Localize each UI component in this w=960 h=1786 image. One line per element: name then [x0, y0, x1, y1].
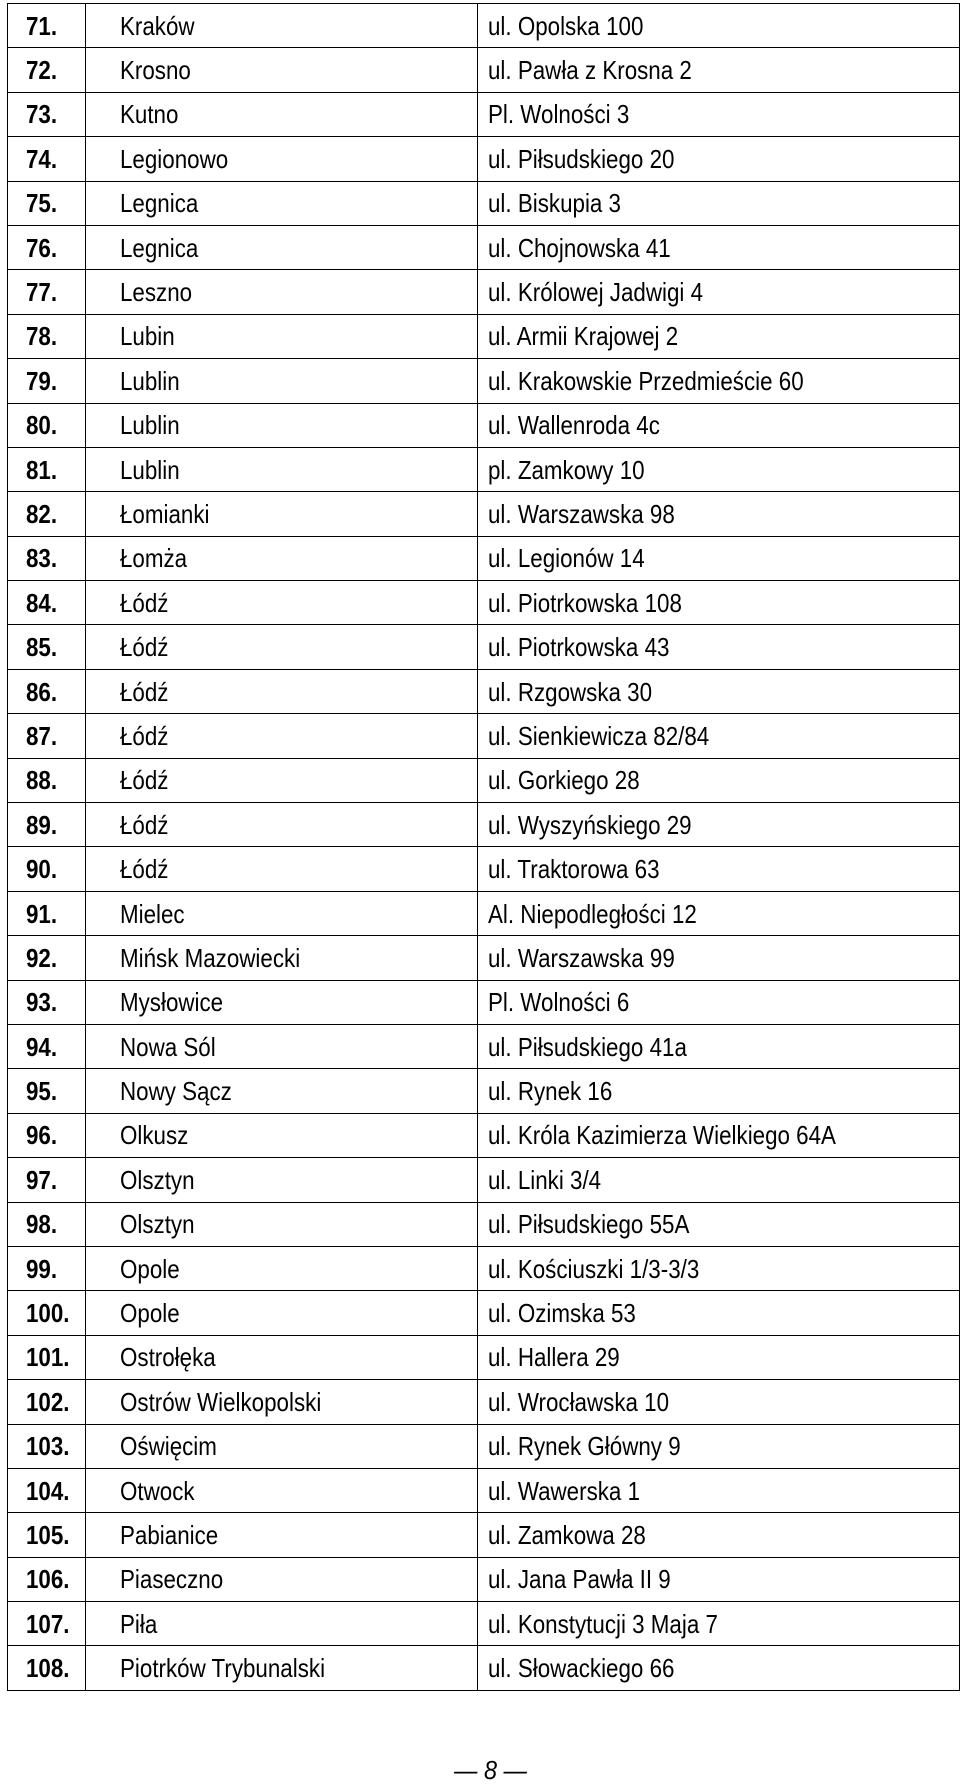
city-name: Opole	[120, 1298, 180, 1329]
city-name: Olsztyn	[120, 1164, 195, 1195]
street-address-cell	[478, 48, 960, 92]
table-row	[8, 758, 960, 802]
city-name-cell	[86, 758, 478, 802]
street-address: pl. Zamkowy 10	[488, 454, 645, 485]
row-number-cell	[8, 1246, 86, 1290]
row-number: 78.	[26, 321, 58, 352]
row-number-cell	[8, 270, 86, 314]
city-name-cell	[86, 1468, 478, 1512]
locations-table-container	[7, 3, 960, 1691]
city-name: Legnica	[120, 188, 199, 219]
row-number-cell	[8, 1335, 86, 1379]
city-name-cell	[86, 447, 478, 491]
city-name: Oświęcim	[120, 1431, 217, 1462]
table-row	[8, 1069, 960, 1113]
street-address-cell	[478, 847, 960, 891]
city-name: Mińsk Mazowiecki	[120, 942, 301, 973]
row-number: 79.	[26, 365, 58, 396]
row-number-cell	[8, 403, 86, 447]
city-name: Lubin	[120, 321, 175, 352]
table-row	[8, 359, 960, 403]
table-row	[8, 980, 960, 1024]
street-address: ul. Piłsudskiego 20	[488, 143, 675, 174]
row-number-cell	[8, 181, 86, 225]
street-address-cell	[478, 803, 960, 847]
street-address: ul. Słowackiego 66	[488, 1653, 675, 1684]
street-address-cell	[478, 4, 960, 48]
row-number: 73.	[26, 99, 58, 130]
street-address: ul. Traktorowa 63	[488, 854, 660, 885]
street-address-cell	[478, 1646, 960, 1690]
row-number: 102.	[26, 1386, 70, 1417]
table-row	[8, 1513, 960, 1557]
city-name-cell	[86, 1202, 478, 1246]
row-number-cell	[8, 1646, 86, 1690]
street-address: ul. Piłsudskiego 41a	[488, 1031, 687, 1062]
city-name-cell	[86, 1646, 478, 1690]
street-address-cell	[478, 270, 960, 314]
row-number: 75.	[26, 188, 58, 219]
street-address: ul. Króla Kazimierza Wielkiego 64A	[488, 1120, 836, 1151]
row-number-cell	[8, 1468, 86, 1512]
city-name-cell	[86, 92, 478, 136]
row-number: 71.	[26, 10, 58, 41]
row-number-cell	[8, 1602, 86, 1646]
table-row	[8, 1246, 960, 1290]
row-number: 98.	[26, 1209, 58, 1240]
row-number-cell	[8, 980, 86, 1024]
city-name-cell	[86, 1113, 478, 1157]
table-row	[8, 1380, 960, 1424]
city-name: Legionowo	[120, 143, 229, 174]
row-number: 90.	[26, 854, 58, 885]
city-name: Olkusz	[120, 1120, 189, 1151]
table-row	[8, 1646, 960, 1690]
street-address: ul. Piotrkowska 43	[488, 632, 670, 663]
row-number-cell	[8, 359, 86, 403]
row-number-cell	[8, 758, 86, 802]
table-row	[8, 492, 960, 536]
row-number-cell	[8, 803, 86, 847]
city-name: Kraków	[120, 10, 195, 41]
street-address-cell	[478, 891, 960, 935]
city-name: Mysłowice	[120, 987, 224, 1018]
street-address: ul. Pawła z Krosna 2	[488, 55, 692, 86]
street-address-cell	[478, 1024, 960, 1068]
table-row	[8, 48, 960, 92]
city-name-cell	[86, 1335, 478, 1379]
street-address-cell	[478, 1335, 960, 1379]
street-address-cell	[478, 492, 960, 536]
street-address-cell	[478, 936, 960, 980]
city-name: Ostrołęka	[120, 1342, 216, 1373]
row-number: 94.	[26, 1031, 58, 1062]
city-name-cell	[86, 359, 478, 403]
table-row	[8, 1335, 960, 1379]
table-row	[8, 581, 960, 625]
city-name-cell	[86, 1513, 478, 1557]
row-number-cell	[8, 1513, 86, 1557]
street-address: ul. Piłsudskiego 55A	[488, 1209, 690, 1240]
city-name-cell	[86, 48, 478, 92]
row-number: 89.	[26, 809, 58, 840]
table-row	[8, 403, 960, 447]
city-name-cell	[86, 625, 478, 669]
street-address: ul. Legionów 14	[488, 543, 645, 574]
city-name-cell	[86, 1380, 478, 1424]
street-address: ul. Warszawska 99	[488, 942, 675, 973]
city-name: Łódź	[120, 587, 169, 618]
street-address-cell	[478, 536, 960, 580]
row-number: 86.	[26, 676, 58, 707]
city-name: Ostrów Wielkopolski	[120, 1386, 322, 1417]
row-number-cell	[8, 137, 86, 181]
table-row	[8, 1602, 960, 1646]
city-name: Łódź	[120, 854, 169, 885]
city-name: Lublin	[120, 410, 180, 441]
street-address-cell	[478, 403, 960, 447]
table-row	[8, 137, 960, 181]
row-number: 76.	[26, 232, 58, 263]
city-name-cell	[86, 669, 478, 713]
row-number: 72.	[26, 55, 58, 86]
street-address: ul. Krakowskie Przedmieście 60	[488, 365, 804, 396]
table-row	[8, 847, 960, 891]
table-row	[8, 1424, 960, 1468]
table-row	[8, 936, 960, 980]
street-address: ul. Ozimska 53	[488, 1298, 636, 1329]
street-address: ul. Wawerska 1	[488, 1475, 641, 1506]
street-address-cell	[478, 1291, 960, 1335]
city-name: Łódź	[120, 720, 169, 751]
street-address-cell	[478, 980, 960, 1024]
row-number: 95.	[26, 1076, 58, 1107]
table-row	[8, 891, 960, 935]
city-name-cell	[86, 1024, 478, 1068]
street-address-cell	[478, 92, 960, 136]
table-row	[8, 270, 960, 314]
row-number-cell	[8, 92, 86, 136]
table-row	[8, 714, 960, 758]
table-row	[8, 1202, 960, 1246]
table-row	[8, 92, 960, 136]
row-number-cell	[8, 714, 86, 758]
street-address-cell	[478, 1557, 960, 1601]
row-number-cell	[8, 669, 86, 713]
page-number-text: — 8 —	[453, 1755, 527, 1785]
street-address: ul. Biskupia 3	[488, 188, 622, 219]
row-number: 84.	[26, 587, 58, 618]
street-address-cell	[478, 314, 960, 358]
row-number: 99.	[26, 1253, 58, 1284]
street-address: Al. Niepodległości 12	[488, 898, 697, 929]
city-name: Pabianice	[120, 1519, 219, 1550]
street-address: ul. Linki 3/4	[488, 1164, 602, 1195]
row-number: 87.	[26, 720, 58, 751]
city-name: Łódź	[120, 632, 169, 663]
row-number-cell	[8, 1424, 86, 1468]
row-number-cell	[8, 1557, 86, 1601]
city-name-cell	[86, 714, 478, 758]
city-name-cell	[86, 980, 478, 1024]
row-number-cell	[8, 48, 86, 92]
street-address: ul. Hallera 29	[488, 1342, 620, 1373]
locations-table	[7, 3, 960, 1691]
street-address: ul. Wyszyńskiego 29	[488, 809, 692, 840]
row-number-cell	[8, 1380, 86, 1424]
row-number-cell	[8, 891, 86, 935]
row-number: 108.	[26, 1653, 70, 1684]
row-number-cell	[8, 1291, 86, 1335]
table-row	[8, 536, 960, 580]
row-number: 77.	[26, 277, 58, 308]
street-address-cell	[478, 1246, 960, 1290]
city-name: Opole	[120, 1253, 180, 1284]
city-name-cell	[86, 847, 478, 891]
street-address-cell	[478, 625, 960, 669]
city-name-cell	[86, 581, 478, 625]
city-name-cell	[86, 314, 478, 358]
street-address-cell	[478, 758, 960, 802]
table-row	[8, 447, 960, 491]
street-address: ul. Warszawska 98	[488, 498, 675, 529]
street-address: ul. Armii Krajowej 2	[488, 321, 679, 352]
city-name: Piotrków Trybunalski	[120, 1653, 326, 1684]
table-row	[8, 1158, 960, 1202]
row-number: 107.	[26, 1608, 70, 1639]
row-number-cell	[8, 1202, 86, 1246]
street-address-cell	[478, 1468, 960, 1512]
table-row	[8, 1291, 960, 1335]
row-number-cell	[8, 225, 86, 269]
row-number-cell	[8, 847, 86, 891]
table-row	[8, 669, 960, 713]
street-address-cell	[478, 714, 960, 758]
row-number: 80.	[26, 410, 58, 441]
table-row	[8, 314, 960, 358]
row-number-cell	[8, 1024, 86, 1068]
city-name-cell	[86, 1158, 478, 1202]
table-row	[8, 1557, 960, 1601]
city-name: Nowy Sącz	[120, 1076, 232, 1107]
row-number: 103.	[26, 1431, 70, 1462]
row-number: 105.	[26, 1519, 70, 1550]
street-address: ul. Rzgowska 30	[488, 676, 653, 707]
city-name-cell	[86, 1069, 478, 1113]
row-number-cell	[8, 1069, 86, 1113]
row-number: 97.	[26, 1164, 58, 1195]
city-name: Otwock	[120, 1475, 195, 1506]
city-name-cell	[86, 1291, 478, 1335]
city-name: Krosno	[120, 55, 191, 86]
row-number-cell	[8, 1158, 86, 1202]
city-name: Kutno	[120, 99, 179, 130]
street-address: ul. Rynek 16	[488, 1076, 613, 1107]
city-name-cell	[86, 270, 478, 314]
city-name: Mielec	[120, 898, 185, 929]
city-name-cell	[86, 403, 478, 447]
street-address: ul. Kościuszki 1/3-3/3	[488, 1253, 700, 1284]
street-address: Pl. Wolności 6	[488, 987, 630, 1018]
street-address-cell	[478, 1380, 960, 1424]
city-name-cell	[86, 181, 478, 225]
street-address-cell	[478, 447, 960, 491]
street-address: ul. Gorkiego 28	[488, 765, 640, 796]
street-address: ul. Chojnowska 41	[488, 232, 671, 263]
row-number-cell	[8, 1113, 86, 1157]
city-name-cell	[86, 536, 478, 580]
street-address: ul. Sienkiewicza 82/84	[488, 720, 710, 751]
street-address-cell	[478, 359, 960, 403]
street-address-cell	[478, 137, 960, 181]
street-address: ul. Zamkowa 28	[488, 1519, 646, 1550]
city-name-cell	[86, 1246, 478, 1290]
city-name: Łódź	[120, 765, 169, 796]
city-name: Lublin	[120, 454, 180, 485]
city-name-cell	[86, 225, 478, 269]
table-row	[8, 1024, 960, 1068]
row-number: 74.	[26, 143, 58, 174]
street-address-cell	[478, 1602, 960, 1646]
row-number-cell	[8, 625, 86, 669]
city-name-cell	[86, 4, 478, 48]
street-address-cell	[478, 225, 960, 269]
row-number-cell	[8, 936, 86, 980]
city-name: Legnica	[120, 232, 199, 263]
city-name: Łódź	[120, 809, 169, 840]
row-number-cell	[8, 581, 86, 625]
page-number	[0, 1755, 960, 1785]
street-address-cell	[478, 1513, 960, 1557]
row-number: 88.	[26, 765, 58, 796]
street-address: ul. Królowej Jadwigi 4	[488, 277, 704, 308]
row-number: 96.	[26, 1120, 58, 1151]
table-row	[8, 4, 960, 48]
city-name: Piaseczno	[120, 1564, 224, 1595]
city-name: Olsztyn	[120, 1209, 195, 1240]
street-address: ul. Rynek Główny 9	[488, 1431, 681, 1462]
city-name-cell	[86, 1602, 478, 1646]
street-address-cell	[478, 1202, 960, 1246]
street-address: ul. Opolska 100	[488, 10, 644, 41]
city-name-cell	[86, 492, 478, 536]
city-name: Łomża	[120, 543, 188, 574]
row-number: 83.	[26, 543, 58, 574]
row-number: 91.	[26, 898, 58, 929]
row-number-cell	[8, 447, 86, 491]
city-name-cell	[86, 1424, 478, 1468]
street-address: ul. Wallenroda 4c	[488, 410, 660, 441]
table-row	[8, 803, 960, 847]
table-row	[8, 625, 960, 669]
city-name-cell	[86, 936, 478, 980]
city-name: Nowa Sól	[120, 1031, 216, 1062]
row-number: 92.	[26, 942, 58, 973]
city-name: Łódź	[120, 676, 169, 707]
row-number: 104.	[26, 1475, 70, 1506]
row-number: 106.	[26, 1564, 70, 1595]
street-address-cell	[478, 1158, 960, 1202]
street-address-cell	[478, 1069, 960, 1113]
row-number-cell	[8, 4, 86, 48]
table-row	[8, 225, 960, 269]
row-number-cell	[8, 536, 86, 580]
street-address-cell	[478, 669, 960, 713]
city-name: Leszno	[120, 277, 193, 308]
street-address: ul. Konstytucji 3 Maja 7	[488, 1608, 718, 1639]
city-name-cell	[86, 137, 478, 181]
table-row	[8, 1113, 960, 1157]
city-name: Piła	[120, 1608, 158, 1639]
row-number: 93.	[26, 987, 58, 1018]
street-address-cell	[478, 1113, 960, 1157]
row-number: 101.	[26, 1342, 70, 1373]
locations-table-body	[8, 4, 960, 1691]
row-number-cell	[8, 314, 86, 358]
row-number: 100.	[26, 1298, 70, 1329]
row-number: 81.	[26, 454, 58, 485]
city-name-cell	[86, 891, 478, 935]
city-name-cell	[86, 803, 478, 847]
street-address: Pl. Wolności 3	[488, 99, 630, 130]
table-row	[8, 181, 960, 225]
table-row	[8, 1468, 960, 1512]
street-address: ul. Wrocławska 10	[488, 1386, 670, 1417]
street-address: ul. Piotrkowska 108	[488, 587, 682, 618]
row-number-cell	[8, 492, 86, 536]
city-name: Łomianki	[120, 498, 210, 529]
city-name: Lublin	[120, 365, 180, 396]
street-address: ul. Jana Pawła II 9	[488, 1564, 671, 1595]
city-name-cell	[86, 1557, 478, 1601]
row-number: 82.	[26, 498, 58, 529]
street-address-cell	[478, 581, 960, 625]
row-number: 85.	[26, 632, 58, 663]
street-address-cell	[478, 181, 960, 225]
street-address-cell	[478, 1424, 960, 1468]
